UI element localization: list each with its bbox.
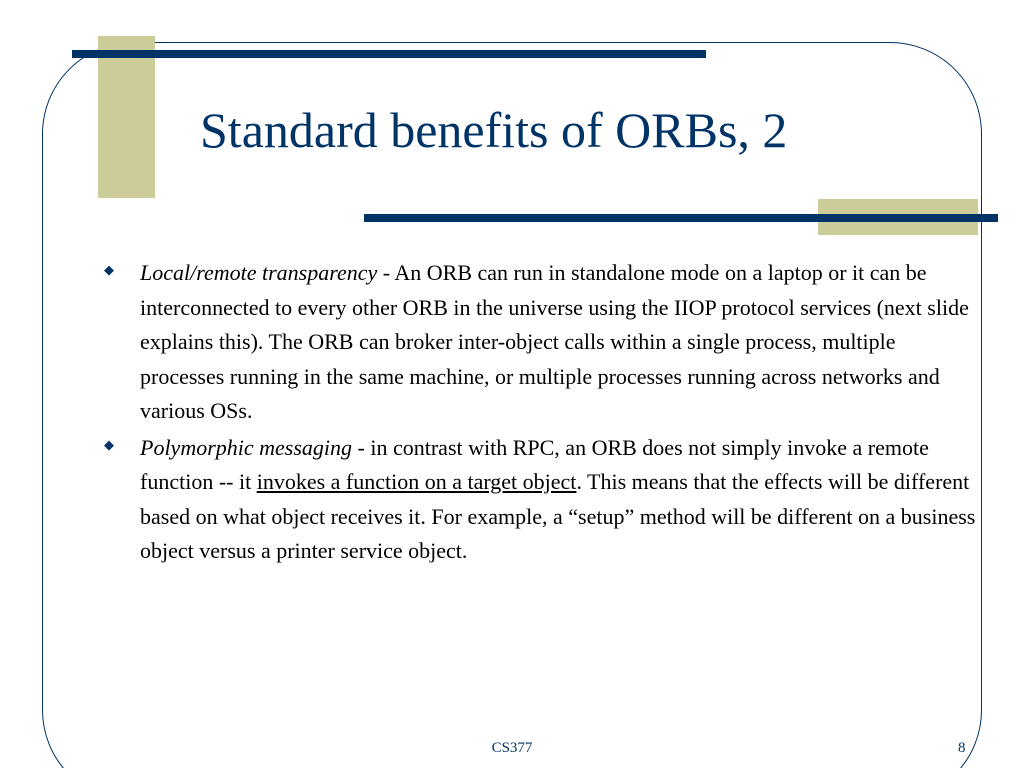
footer-course-label: CS377 [491,740,533,756]
bullet-text: - in contrast with RPC, an ORB does not simply invoke a remote function -- it [140,434,929,494]
bullet-item-local-remote-transparency [104,256,976,429]
bullet-term: Polymorphic messaging [140,434,353,460]
diamond-bullet-icon: ◆ [104,436,114,452]
slide-title: Standard benefits of ORBs, 2 [200,102,788,158]
diamond-bullet-icon: ◆ [104,262,114,277]
decor-block-left [98,36,155,198]
bullet-term: Local/remote transparency [140,260,378,285]
bullet-text: . This means that the effects will be different based on what object receives it. For example, a “setup” method will be different on a business object versus a printer service object. [140,469,976,563]
underlined-phrase: invokes a function on a target object [256,469,577,494]
footer-page-number: 8 [958,740,966,756]
bullet-item-polymorphic-messaging [104,431,976,569]
decor-line-bottom [364,214,998,222]
bullet-list [104,256,976,571]
decor-line-top [72,50,706,58]
bullet-text: - An ORB can run in standalone mode on a laptop or it can be interconnected to every other ORB in the universe using the IIOP protocol services (next slide explains this). The ORB can broker inter-object calls within a single process, multiple processes running in the same machine, or multiple processes running across networks and various OSs. [140,260,969,423]
